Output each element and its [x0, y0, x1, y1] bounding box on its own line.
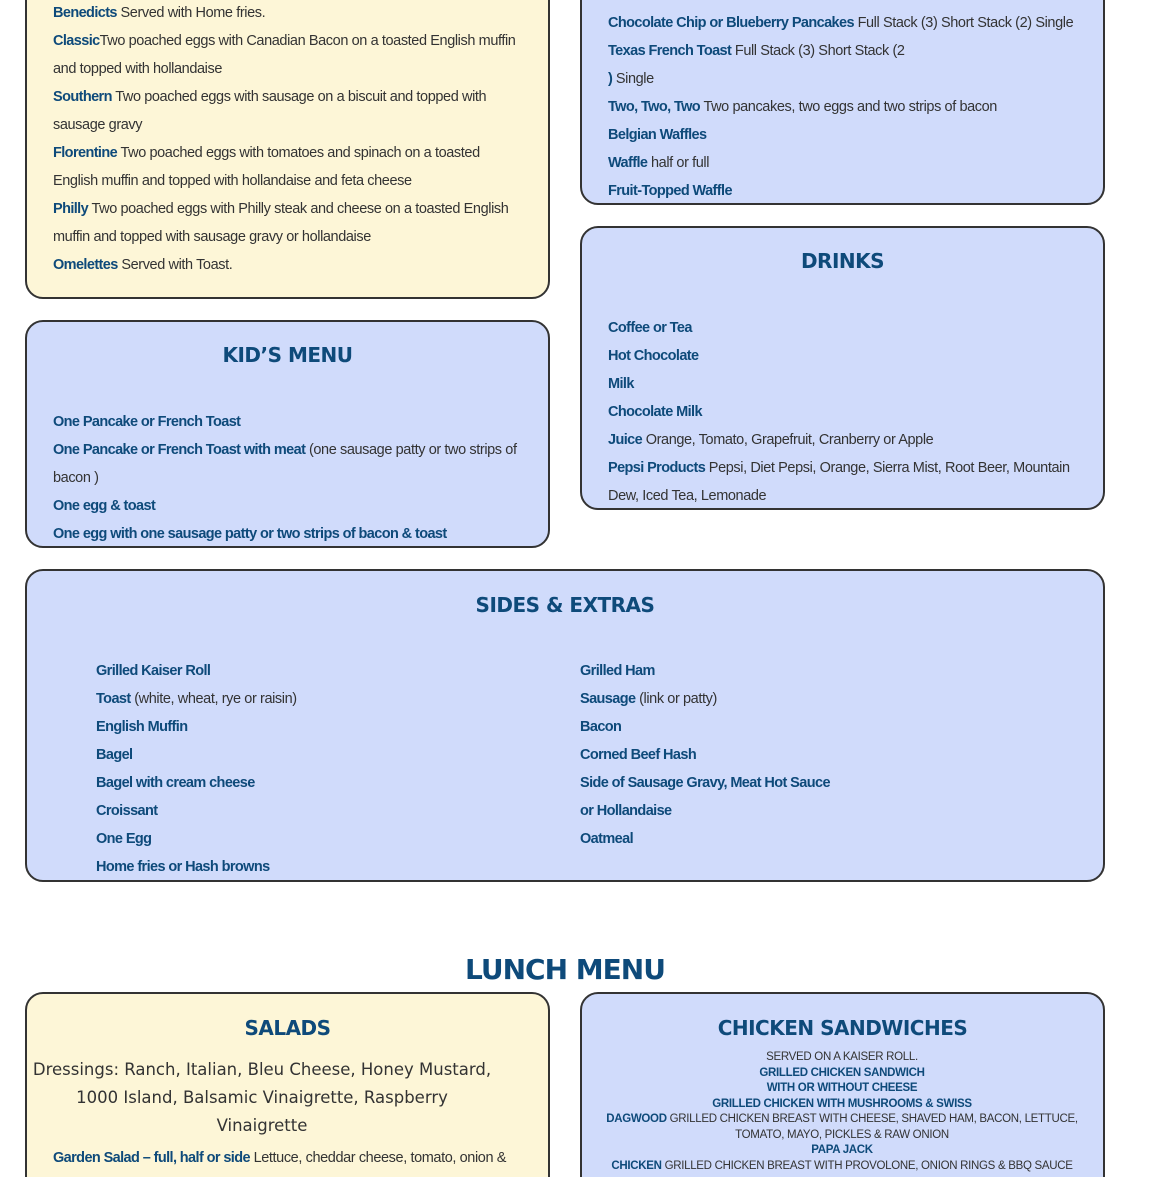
chicken-sandwiches-list — [602, 1050, 1082, 1174]
salad-dressings: Dressings: Ranch, Italian, Bleu Cheese, Honey Mustard, 1000 Island, Balsamic Vinaigrette, Raspberry Vinaigrette — [32, 1060, 492, 1135]
list-item: Fruit-Topped Waffle — [608, 183, 732, 199]
chicken-sandwiches-title: CHICKEN SANDWICHES — [717, 1016, 968, 1040]
kids-menu-list — [53, 408, 528, 548]
list-item: One Egg — [96, 831, 152, 847]
kids-menu-title: KID’S MENU — [222, 343, 353, 367]
pancakes-list — [608, 9, 1083, 205]
kids-menu-panel — [25, 320, 550, 548]
sides-left-list — [96, 657, 526, 881]
list-item: CHICKEN GRILLED CHICKEN BREAST WITH PROVOLONE, ONION RINGS & BBQ SAUCE — [611, 1159, 1073, 1172]
list-item: English Muffin — [96, 719, 188, 735]
list-item: Bagel — [96, 747, 133, 763]
drinks-title: DRINKS — [800, 249, 885, 273]
list-item: ) Single — [608, 71, 654, 87]
list-item: Side of Sausage Gravy, Meat Hot Sauce or Hollandaise — [580, 775, 830, 819]
list-item: Benedicts Served with Home fries. — [53, 5, 266, 21]
salads-title: SALADS — [244, 1016, 331, 1040]
list-item: Florentine Two poached eggs with tomatoes and spinach on a toasted English muffin and topped with hollandaise and feta cheese — [53, 145, 480, 189]
list-item: SERVED ON A KAISER ROLL. — [766, 1051, 918, 1063]
list-item: Pepsi Products Pepsi, Diet Pepsi, Orange, Sierra Mist, Root Beer, Mountain Dew, Iced Tea, Lemonade — [608, 460, 1070, 504]
list-item: Two, Two, Two Two pancakes, two eggs and two strips of bacon — [608, 99, 997, 115]
list-item: Bagel with cream cheese — [96, 775, 255, 791]
chicken-sandwiches-panel — [580, 992, 1105, 1177]
list-item: Corned Beef Hash — [580, 747, 697, 763]
salads-list — [53, 1144, 528, 1172]
list-item: PAPA JACK — [811, 1144, 873, 1156]
list-item: Coffee or Tea — [608, 320, 692, 336]
list-item: Juice Orange, Tomato, Grapefruit, Cranberry or Apple — [608, 432, 934, 448]
list-item: Chocolate Chip or Blueberry Pancakes Full Stack (3) Short Stack (2) Single — [608, 15, 1074, 31]
list-item: One egg & toast — [53, 498, 156, 514]
list-item: Sausage (link or patty) — [580, 691, 717, 707]
list-item: Omelettes Served with Toast. — [53, 257, 233, 273]
list-item: Oatmeal — [580, 831, 634, 847]
pancakes-panel — [580, 0, 1105, 205]
list-item: Hot Chocolate — [608, 348, 699, 364]
list-item: Toast (white, wheat, rye or raisin) — [96, 691, 297, 707]
list-item: Waffle half or full — [608, 155, 710, 171]
list-item: One Pancake or French Toast — [53, 414, 241, 430]
list-item: GRILLED CHICKEN WITH MUSHROOMS & SWISS — [712, 1097, 972, 1110]
list-item: WITH OR WITHOUT CHEESE — [766, 1082, 918, 1094]
list-item: Texas French Toast Full Stack (3) Short Stack (2 — [608, 43, 905, 59]
drinks-panel — [580, 226, 1105, 510]
list-item: Belgian Waffles — [608, 127, 707, 143]
list-item: GRILLED CHICKEN SANDWICH — [759, 1066, 925, 1079]
sides-right-list — [580, 657, 840, 853]
list-item: One Pancake or French Toast with meat (one sausage patty or two strips of bacon ) — [53, 442, 517, 486]
sides-panel — [25, 569, 1105, 882]
list-item: Croissant — [96, 803, 158, 819]
list-item: DAGWOOD GRILLED CHICKEN BREAST WITH CHEESE, SHAVED HAM, BACON, LETTUCE, TOMATO, MAYO, PICKLES & RAW ONION — [606, 1113, 1078, 1141]
benedicts-list — [53, 0, 528, 279]
benedicts-panel — [25, 0, 550, 299]
list-item: Bacon — [580, 719, 622, 735]
list-item: ClassicTwo poached eggs with Canadian Bacon on a toasted English muffin and topped with hollandaise — [53, 33, 516, 77]
list-item: Milk — [608, 376, 634, 392]
list-item: Philly Two poached eggs with Philly steak and cheese on a toasted English muffin and topped with sausage gravy or hollandaise — [53, 201, 509, 245]
list-item: Home fries or Hash browns — [96, 859, 270, 875]
list-item: One egg with one sausage patty or two strips of bacon & toast — [53, 526, 447, 542]
list-item: Southern Two poached eggs with sausage on a biscuit and topped with sausage gravy — [53, 89, 487, 133]
list-item: Chocolate Milk — [608, 404, 702, 420]
list-item: Garden Salad – full, half or side Lettuce, cheddar cheese, tomato, onion & — [53, 1150, 507, 1166]
lunch-menu-title: LUNCH MENU — [465, 953, 665, 986]
drinks-list — [608, 314, 1083, 510]
sides-title: SIDES & EXTRAS — [475, 593, 655, 617]
list-item: Grilled Kaiser Roll — [96, 663, 211, 679]
list-item: Grilled Ham — [580, 663, 655, 679]
